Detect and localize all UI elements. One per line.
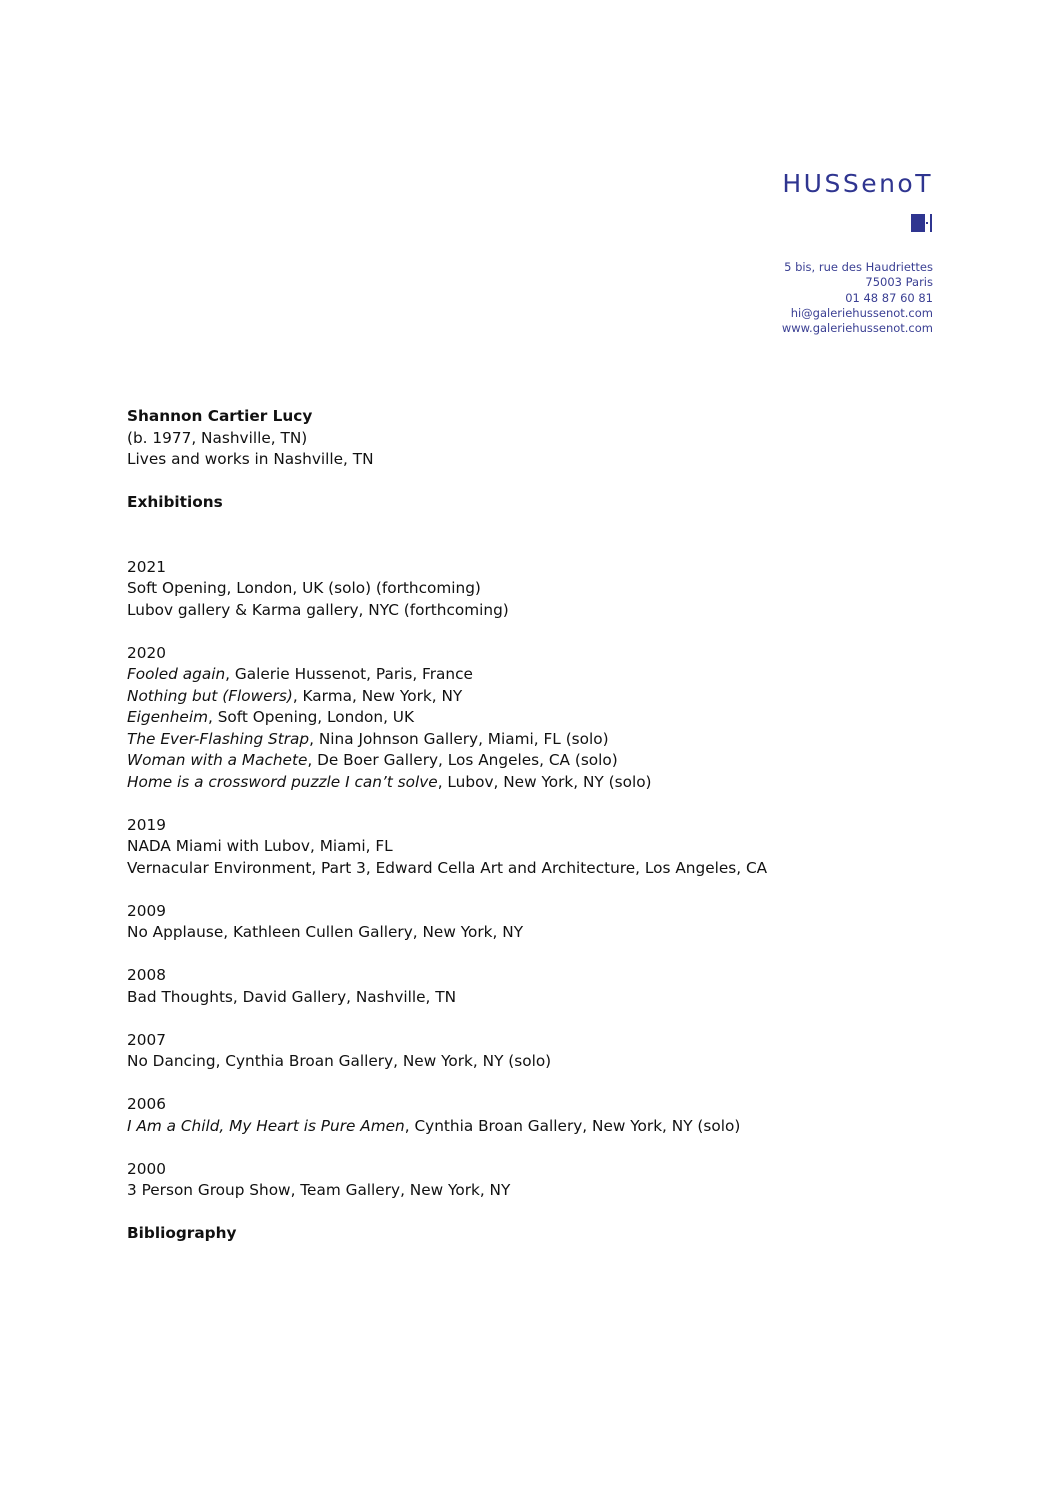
exhibition-details: , Soft Opening, London, UK: [208, 708, 415, 726]
exhibition-details: , Lubov, New York, NY (solo): [437, 772, 652, 791]
exhibition-title: I Am a Child, My Heart is Pure Amen: [127, 1116, 405, 1135]
exhibition-year-group: [127, 901, 927, 944]
exhibition-details: No Dancing, Cynthia Broan Gallery, New York, NY (solo): [127, 1052, 552, 1070]
exhibition-title: Eigenheim: [127, 708, 208, 726]
exhibition-year: 2020: [127, 643, 166, 662]
artist-birth: (b. 1977, Nashville, TN): [127, 428, 308, 447]
exhibition-details: , De Boer Gallery, Los Angeles, CA (solo): [307, 751, 618, 769]
exhibition-year: 2007: [127, 1030, 166, 1049]
bibliography-heading: Bibliography: [127, 1224, 237, 1242]
exhibition-entry: [127, 858, 927, 880]
exhibition-title: Nothing but (Flowers): [127, 686, 293, 705]
exhibition-year-group: [127, 965, 927, 1008]
exhibition-entry: [127, 686, 927, 708]
exhibition-year: 2021: [127, 557, 166, 576]
exhibition-entry: [127, 987, 927, 1009]
exhibition-title: The Ever-Flashing Strap: [127, 729, 310, 748]
exhibition-entry: [127, 750, 927, 772]
exhibition-year-group: [127, 557, 927, 622]
exhibition-entry: [127, 1180, 927, 1202]
artist-residence: Lives and works in Nashville, TN: [127, 450, 374, 468]
gallery-address: [782, 260, 933, 336]
exhibition-details: No Applause, Kathleen Cullen Gallery, New York, NY: [127, 923, 524, 941]
exhibition-details: NADA Miami with Lubov, Miami, FL: [127, 837, 393, 855]
exhibition-entry: [127, 1116, 927, 1138]
gallery-logo-mark-icon: [911, 214, 932, 232]
address-email[interactable]: hi@galeriehussenot.com: [790, 305, 933, 320]
exhibition-entry: [127, 578, 927, 600]
exhibition-details: , Nina Johnson Gallery, Miami, FL (solo): [309, 729, 609, 748]
exhibition-year-group: [127, 1030, 927, 1073]
address-city: 75003 Paris: [865, 275, 933, 290]
exhibition-entry: [127, 1051, 927, 1073]
exhibition-year-group: [127, 1159, 927, 1202]
exhibition-details: 3 Person Group Show, Team Gallery, New York, NY: [127, 1181, 511, 1199]
exhibition-year: 2000: [127, 1159, 166, 1178]
exhibition-title: Fooled again: [127, 665, 226, 683]
gallery-header: [782, 170, 933, 336]
exhibition-year-group: [127, 1094, 927, 1137]
exhibition-details: Lubov gallery & Karma gallery, NYC (forthcoming): [127, 600, 509, 619]
exhibition-year-group: [127, 815, 927, 880]
exhibition-details: , Cynthia Broan Gallery, New York, NY (solo): [404, 1116, 741, 1135]
exhibition-entry: [127, 772, 927, 794]
exhibition-details: Soft Opening, London, UK (solo) (forthcoming): [127, 579, 481, 597]
exhibition-details: , Galerie Hussenot, Paris, France: [225, 665, 473, 683]
exhibition-entry: [127, 922, 927, 944]
gallery-logo: HUSSenoT: [782, 169, 933, 198]
exhibition-title: Home is a crossword puzzle I can’t solve: [127, 772, 438, 791]
address-website[interactable]: www.galeriehussenot.com: [781, 321, 933, 336]
exhibition-details: , Karma, New York, NY: [292, 686, 463, 705]
exhibition-entry: [127, 707, 927, 729]
exhibition-entry: [127, 836, 927, 858]
exhibition-year: 2008: [127, 966, 166, 984]
exhibition-title: Woman with a Machete: [127, 751, 308, 769]
address-street: 5 bis, rue des Haudriettes: [784, 260, 933, 274]
exhibition-year: 2006: [127, 1095, 166, 1113]
exhibitions-list: [127, 557, 927, 1202]
cv-content: [127, 406, 927, 1245]
address-phone: 01 48 87 60 81: [845, 290, 933, 305]
exhibition-entry: [127, 664, 927, 686]
exhibition-entry: [127, 600, 927, 622]
exhibition-year: 2009: [127, 901, 166, 920]
artist-name: Shannon Cartier Lucy: [127, 407, 313, 425]
exhibition-year: 2019: [127, 815, 166, 834]
exhibition-entry: [127, 729, 927, 751]
exhibition-year-group: [127, 643, 927, 794]
exhibitions-heading: Exhibitions: [127, 493, 223, 511]
exhibition-details: Vernacular Environment, Part 3, Edward Cella Art and Architecture, Los Angeles, CA: [127, 858, 768, 877]
exhibition-details: Bad Thoughts, David Gallery, Nashville, TN: [127, 987, 457, 1006]
